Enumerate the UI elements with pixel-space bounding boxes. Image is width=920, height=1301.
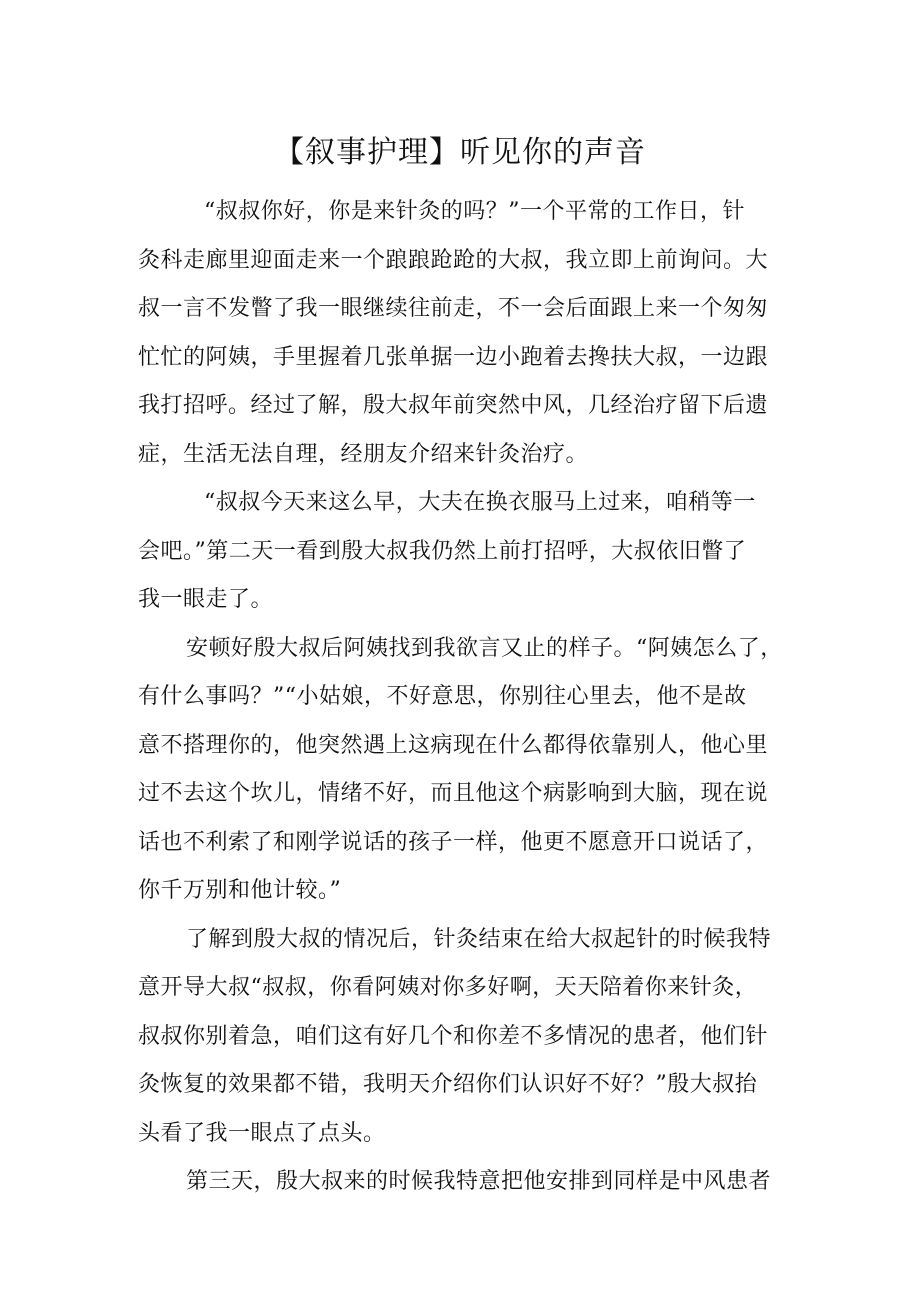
text-line: 叔一言不发瞥了我一眼继续往前走，不一会后面跟上来一个匆匆 xyxy=(138,296,769,321)
text-line: “叔叔你好，你是来针灸的吗？”一个平常的工作日，针 xyxy=(204,199,745,224)
text-line: 意开导大叔“叔叔，你看阿姨对你多好啊，天天陪着你来针灸， xyxy=(138,975,758,1000)
document-body xyxy=(138,188,784,1207)
text-line: 了解到殷大叔的情况后，针灸结束在给大叔起针的时候我特 xyxy=(186,926,772,952)
text-line: 叔叔你别着急，咱们这有好几个和你差不多情况的患者，他们针 xyxy=(138,1023,769,1049)
text-line: 头看了我一眼点了点头。 xyxy=(138,1120,386,1146)
text-line: 你千万别和他计较。” xyxy=(138,878,342,903)
text-line: 我一眼走了。 xyxy=(138,587,274,612)
text-line: 安顿好殷大叔后阿姨找到我欲言又止的样子。“阿姨怎么了， xyxy=(186,635,783,661)
text-line: 话也不利索了和刚学说话的孩子一样，他更不愿意开口说话了， xyxy=(138,829,769,855)
text-line: 过不去这个坎儿，情绪不好，而且他这个病影响到大脑，现在说 xyxy=(138,781,769,806)
text-line: 第三天，殷大叔来的时候我特意把他安排到同样是中风患者 xyxy=(186,1169,772,1194)
paragraph-1 xyxy=(138,188,784,479)
text-line: 忙忙的阿姨，手里握着几张单据一边小跑着去搀扶大叔，一边跟 xyxy=(138,344,769,370)
text-line: “叔叔今天来这么早，大夫在换衣服马上过来，咱稍等一 xyxy=(204,490,756,515)
paragraph-3 xyxy=(138,625,784,916)
text-line: 灸恢复的效果都不错，我明天介绍你们认识好不好？”殷大叔抬 xyxy=(138,1072,758,1097)
text-line: 我打招呼。经过了解，殷大叔年前突然中风，几经治疗留下后遗 xyxy=(138,393,769,418)
paragraph-2 xyxy=(138,479,784,625)
document-title: 【叙事护理】听见你的声音 xyxy=(274,135,646,170)
text-line: 会吧。”第二天一看到殷大叔我仍然上前打招呼，大叔依旧瞥了 xyxy=(138,538,747,564)
text-line: 有什么事吗？”“小姑娘，不好意思，你别往心里去，他不是故 xyxy=(138,684,747,709)
text-line: 症，生活无法自理，经朋友介绍来针灸治疗。 xyxy=(138,441,589,467)
paragraph-5 xyxy=(138,1158,784,1207)
text-line: 灸科走廊里迎面走来一个踉踉跄跄的大叔，我立即上前询问。大 xyxy=(138,247,769,273)
text-line: 意不搭理你的，他突然遇上这病现在什么都得依靠别人，他心里 xyxy=(138,732,769,758)
paragraph-4 xyxy=(138,916,784,1159)
